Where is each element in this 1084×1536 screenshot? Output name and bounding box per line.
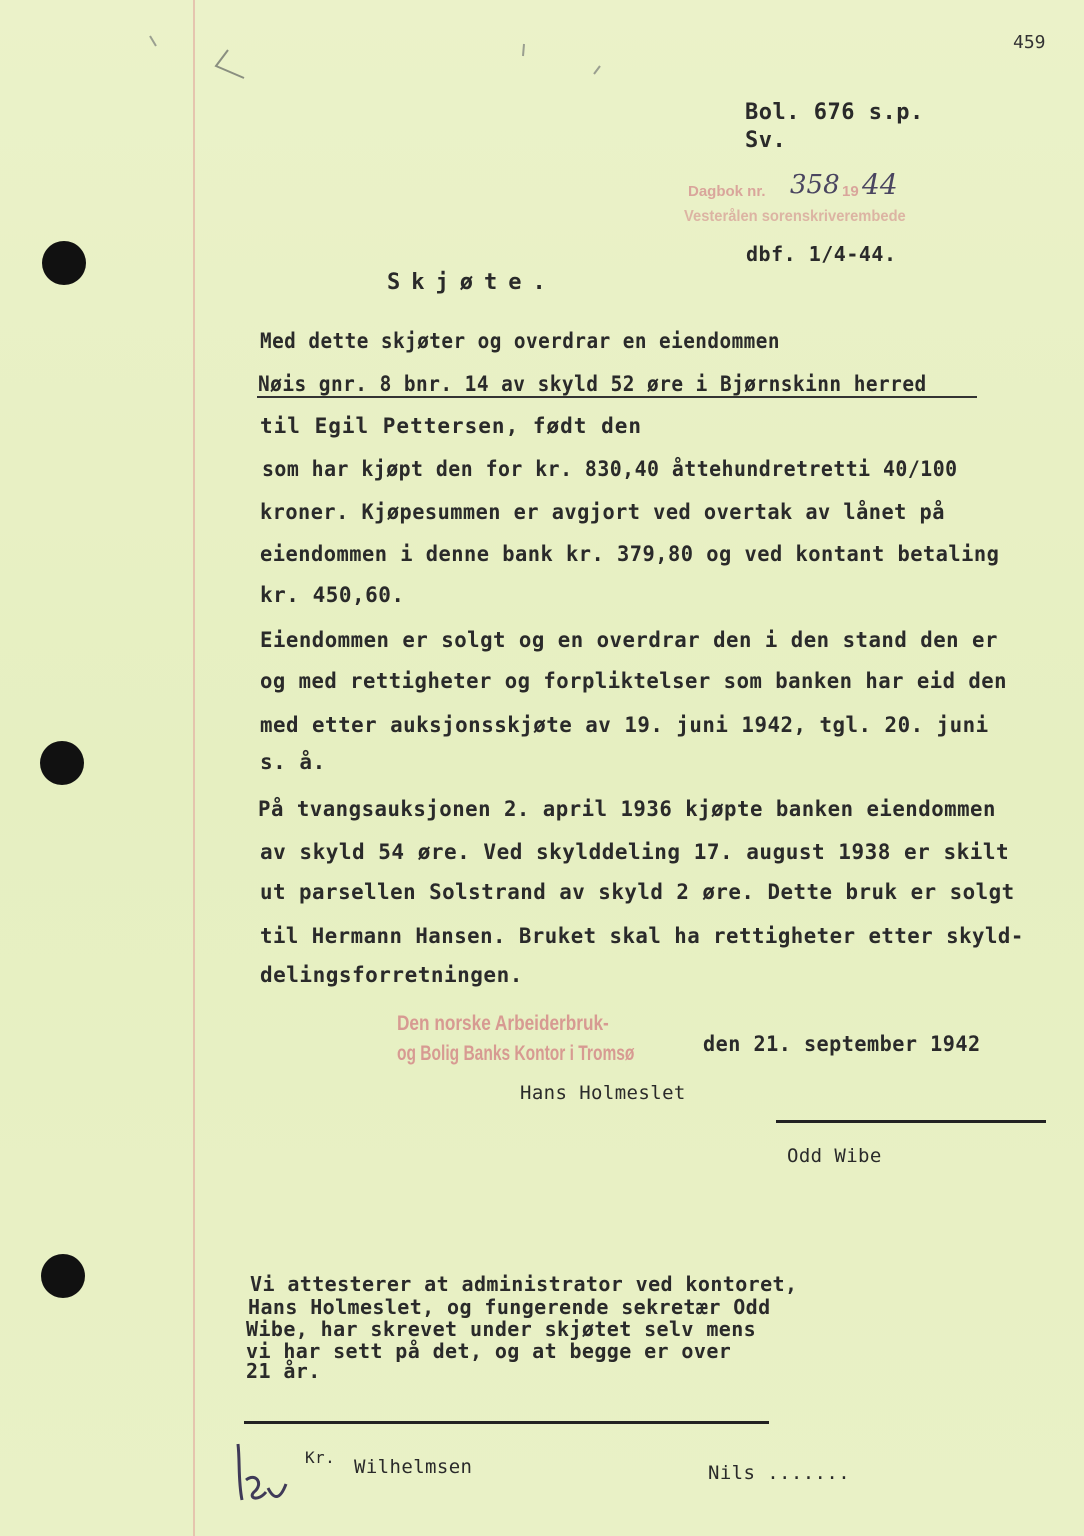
dagbok-year-prefix: 19	[842, 183, 859, 200]
body-line: som har kjøpt den for kr. 830,40 åttehundretretti 40/100	[262, 457, 958, 481]
property-line: Nøis gnr. 8 bnr. 14 av skyld 52 øre i Bjørnskinn herred	[258, 372, 927, 396]
witness-1-prefix: Kr.	[305, 1448, 336, 1467]
reference-line-1: Bol. 676 s.p.	[745, 100, 924, 125]
body-line: eiendommen i denne bank kr. 379,80 og ved kontant betaling	[260, 542, 1000, 566]
witness-2-name: Nils .......	[708, 1462, 851, 1484]
attestation-line: Hans Holmeslet, og fungerende sekretær Odd	[248, 1295, 771, 1319]
dagbok-prefix: Dagbok nr.	[688, 183, 766, 200]
signer-name-2: Odd Wibe	[787, 1145, 882, 1167]
handwritten-initials	[228, 1440, 298, 1510]
body-line: Eiendommen er solgt og en overdrar den i den stand den er	[260, 628, 998, 652]
witness-1-name: Wilhelmsen	[354, 1456, 473, 1478]
body-line: av skyld 54 øre. Ved skylddeling 17. august 1938 er skilt	[260, 840, 1010, 864]
attestation-line: Wibe, har skrevet under skjøtet selv mens	[246, 1317, 757, 1341]
punch-hole-bottom	[41, 1254, 85, 1298]
body-line: til Hermann Hansen. Bruket skal ha rettigheter etter skyld-	[260, 924, 1024, 948]
reference-line-2: Sv.	[745, 128, 787, 153]
pencil-marks	[0, 0, 700, 120]
bank-stamp-line-1: Den norske Arbeiderbruk-	[397, 1012, 609, 1035]
punch-hole-middle	[40, 741, 84, 785]
buyer-text: til Egil Pettersen, født den	[260, 414, 643, 438]
attestation-line: vi har sett på det, og at begge er over	[246, 1339, 732, 1363]
attestation-rule	[244, 1421, 769, 1424]
dbf-line: dbf. 1/4-44.	[746, 242, 897, 266]
margin-line	[193, 0, 195, 1536]
body-line: og med rettigheter og forpliktelser som banken har eid den	[260, 669, 1008, 693]
punch-hole-top	[42, 241, 86, 285]
body-line: ut parsellen Solstrand av skyld 2 øre. Dette bruk er solgt	[260, 880, 1015, 904]
body-line: delingsforretningen.	[260, 963, 523, 987]
attestation-line: 21 år.	[246, 1359, 321, 1383]
signature-line	[776, 1120, 1046, 1123]
attestation-line: Vi attesterer at administrator ved kontoret,	[250, 1272, 798, 1296]
buyer-line	[260, 414, 642, 438]
page-number: 459	[1013, 32, 1046, 53]
dagbok-year: 44	[862, 168, 898, 201]
body-line: Med dette skjøter og overdrar en eiendommen	[260, 329, 780, 353]
signer-name-1: Hans Holmeslet	[520, 1082, 686, 1104]
property-underline	[257, 396, 977, 398]
body-line: med etter auksjonsskjøte av 19. juni 1942, tgl. 20. juni	[260, 713, 989, 737]
office-stamp: Vesterålen sorenskriverembede	[684, 208, 906, 225]
body-line: s. å.	[260, 750, 326, 774]
bank-stamp-line-2: og Bolig Banks Kontor i Tromsø	[397, 1042, 635, 1065]
dagbok-number: 358	[790, 170, 840, 200]
signing-date: den 21. september 1942	[703, 1032, 981, 1056]
body-line: kr. 450,60.	[260, 583, 405, 607]
body-line: På tvangsauksjonen 2. april 1936 kjøpte banken eiendommen	[258, 797, 996, 821]
body-line: kroner. Kjøpesummen er avgjort ved overtak av lånet på	[260, 500, 945, 524]
document-title: Skjøte.	[387, 270, 557, 295]
